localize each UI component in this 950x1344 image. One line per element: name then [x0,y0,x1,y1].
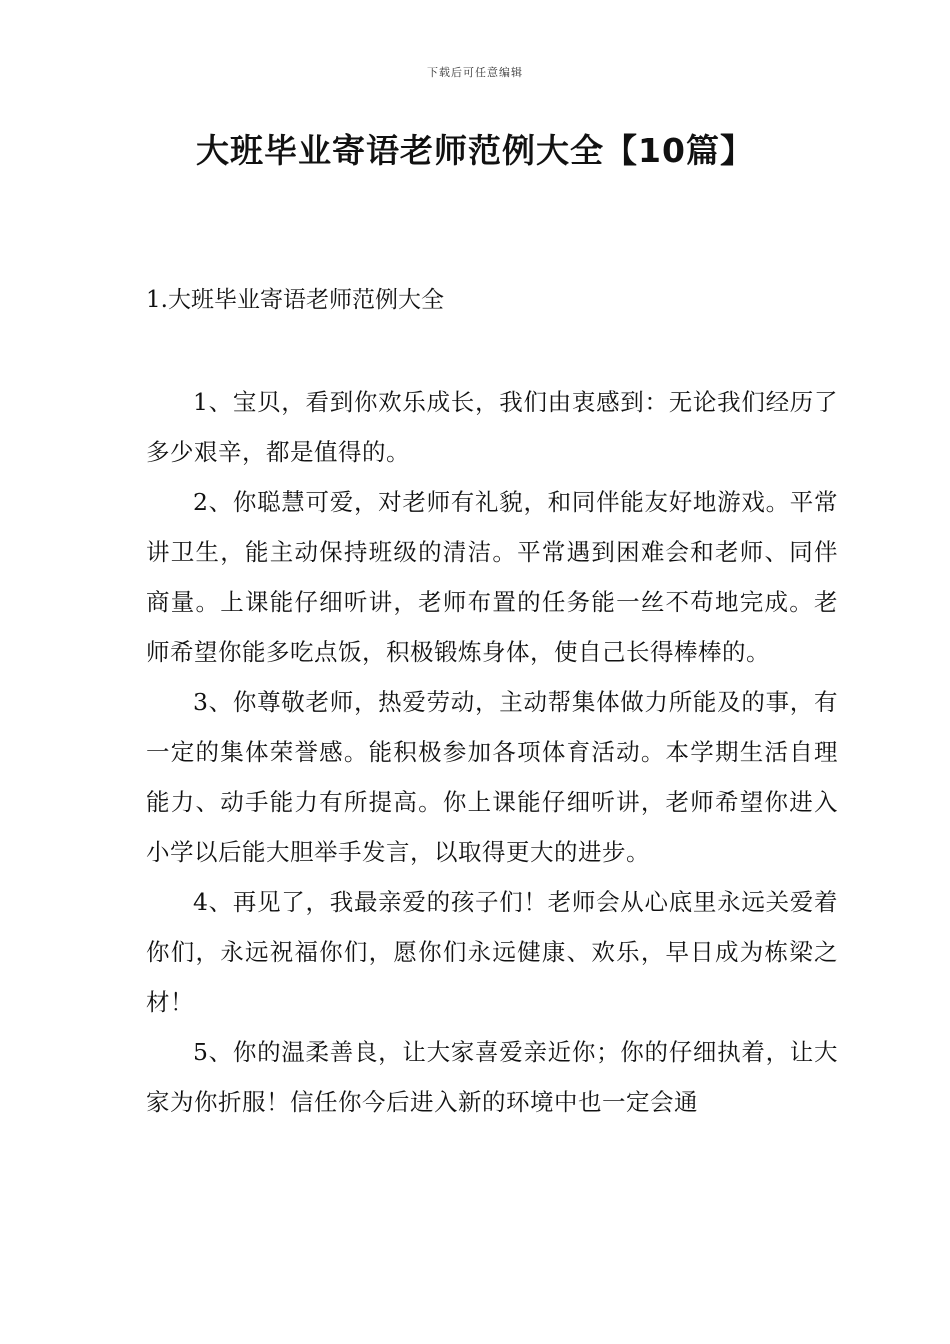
paragraph: 2、你聪慧可爱，对老师有礼貌，和同伴能友好地游戏。平常讲卫生，能主动保持班级的清洁。平常遇到困难会和老师、同伴商量。上课能仔细听讲，老师布置的任务能一丝不苟地完成。老师希望你能多吃点饭，积极锻炼身体，使自己长得棒棒的。 [146,488,838,666]
paragraph: 1、宝贝，看到你欢乐成长，我们由衷感到：无论我们经历了多少艰辛，都是值得的。 [146,388,838,466]
document-body [146,377,838,1127]
paragraph: 5、你的温柔善良，让大家喜爱亲近你；你的仔细执着，让大家为你折服！信任你今后进入新的环境中也一定会通 [146,1038,838,1116]
document-title: 大班毕业寄语老师范例大全【10篇】 [196,131,754,170]
paragraph: 3、你尊敬老师，热爱劳动，主动帮集体做力所能及的事，有一定的集体荣誉感。能积极参加各项体育活动。本学期生活自理能力、动手能力有所提高。你上课能仔细听讲，老师希望你进入小学以后能大胆举手发言，以取得更大的进步。 [146,688,838,866]
header-note: 下载后可任意编辑 [427,66,523,79]
section-heading: 1.大班毕业寄语老师范例大全 [146,287,444,313]
paragraph: 4、再见了，我最亲爱的孩子们！老师会从心底里永远关爱着你们，永远祝福你们，愿你们永远健康、欢乐，早日成为栋梁之材！ [146,888,838,1016]
